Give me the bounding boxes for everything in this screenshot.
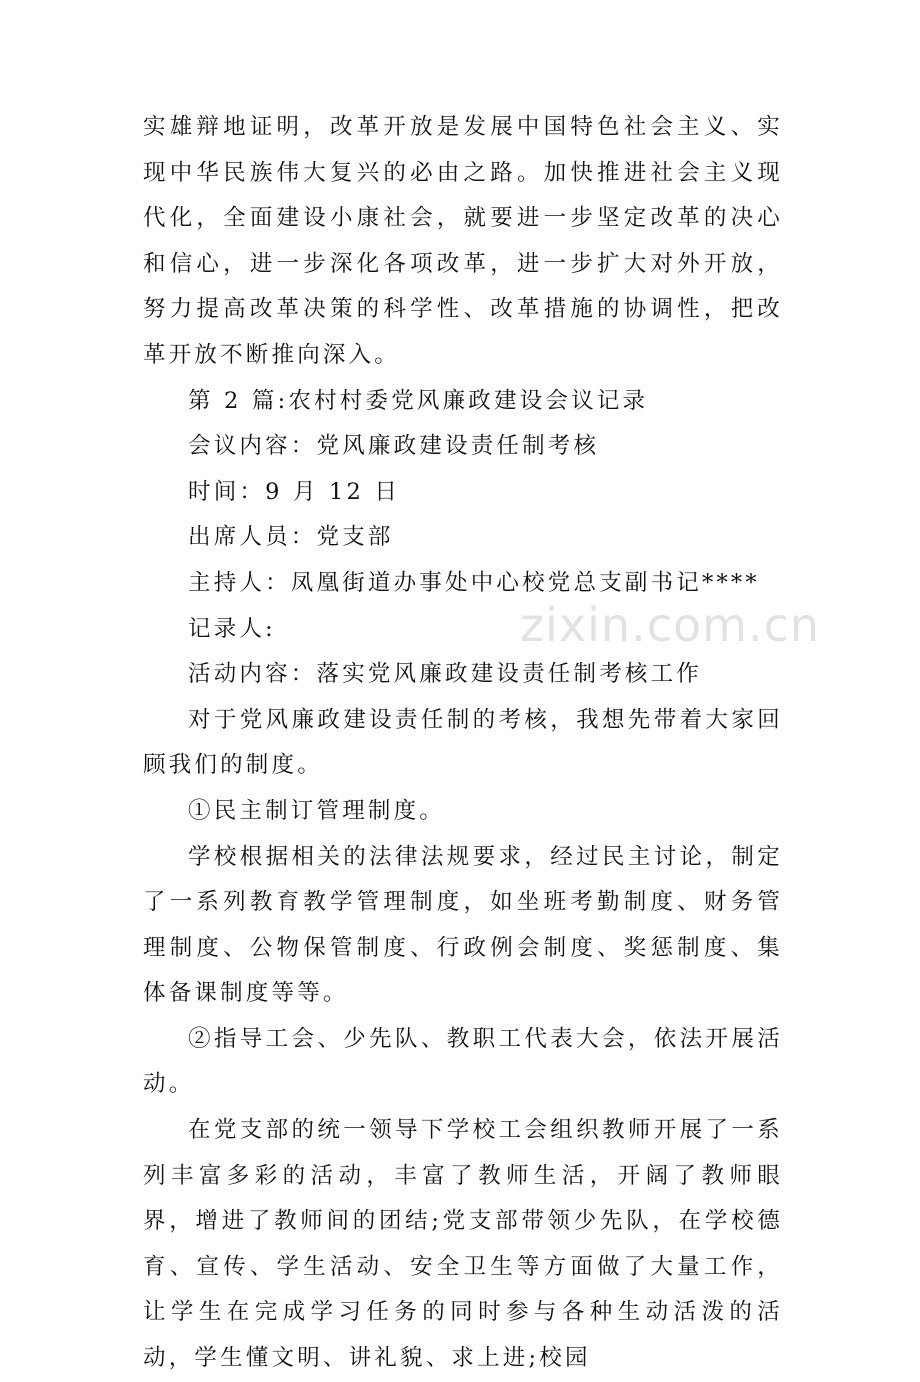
paragraph-review: 对于党风廉政建设责任制的考核，我想先带着大家回顾我们的制度。 [143,706,783,779]
item-2-body: 在党支部的统一领导下学校工会组织教师开展了一系列丰富多彩的活动，丰富了教师生活，开阔了教师眼界，增进了教师间的团结;党支部带领少先队，在学校德育、宣传、学生活动、安全卫生等方面做了大量工作，让学生在完成学习任务的同时参与各种生动活泼的活动，学生懂文明、讲礼貌、求上进;校园 [143,1117,783,1372]
meeting-time: 时间：9 月 12 日 [188,478,401,505]
attendees: 出席人员：党支部 [188,524,394,551]
item-1-heading: ①民主制订管理制度。 [188,797,446,824]
paragraph-1: 实雄辩地证明，改革开放是发展中国特色社会主义、实现中华民族伟大复兴的必由之路。加快推进社会主义现代化，全面建设小康社会，就要进一步坚定改革的决心和信心，进一步深化各项改革，进一步扩大对外开放，努力提高改革决策的科学性、改革措施的协调性，把改革开放不断推向深入。 [143,114,783,368]
host: 主持人：凤凰街道办事处中心校党总支副书记**** [188,569,760,596]
activity-content: 活动内容：落实党风廉政建设责任制考核工作 [188,661,703,688]
document-body [143,105,783,1382]
watermark-text: zixin.com.cn [520,598,821,652]
meeting-content: 会议内容：党风廉政建设责任制考核 [188,433,600,460]
item-1-body: 学校根据相关的法律法规要求，经过民主讨论，制定了一系列教育教学管理制度，如坐班考勤制度、财务管理制度、公物保管制度、行政例会制度、奖惩制度、集体备课制度等等。 [143,843,783,1007]
section-title: 第 2 篇:农村村委党风廉政建设会议记录 [188,387,649,414]
recorder: 记录人: [188,615,276,642]
item-2-heading: ②指导工会、少先队、教职工代表大会，依法开展活动。 [143,1025,783,1098]
